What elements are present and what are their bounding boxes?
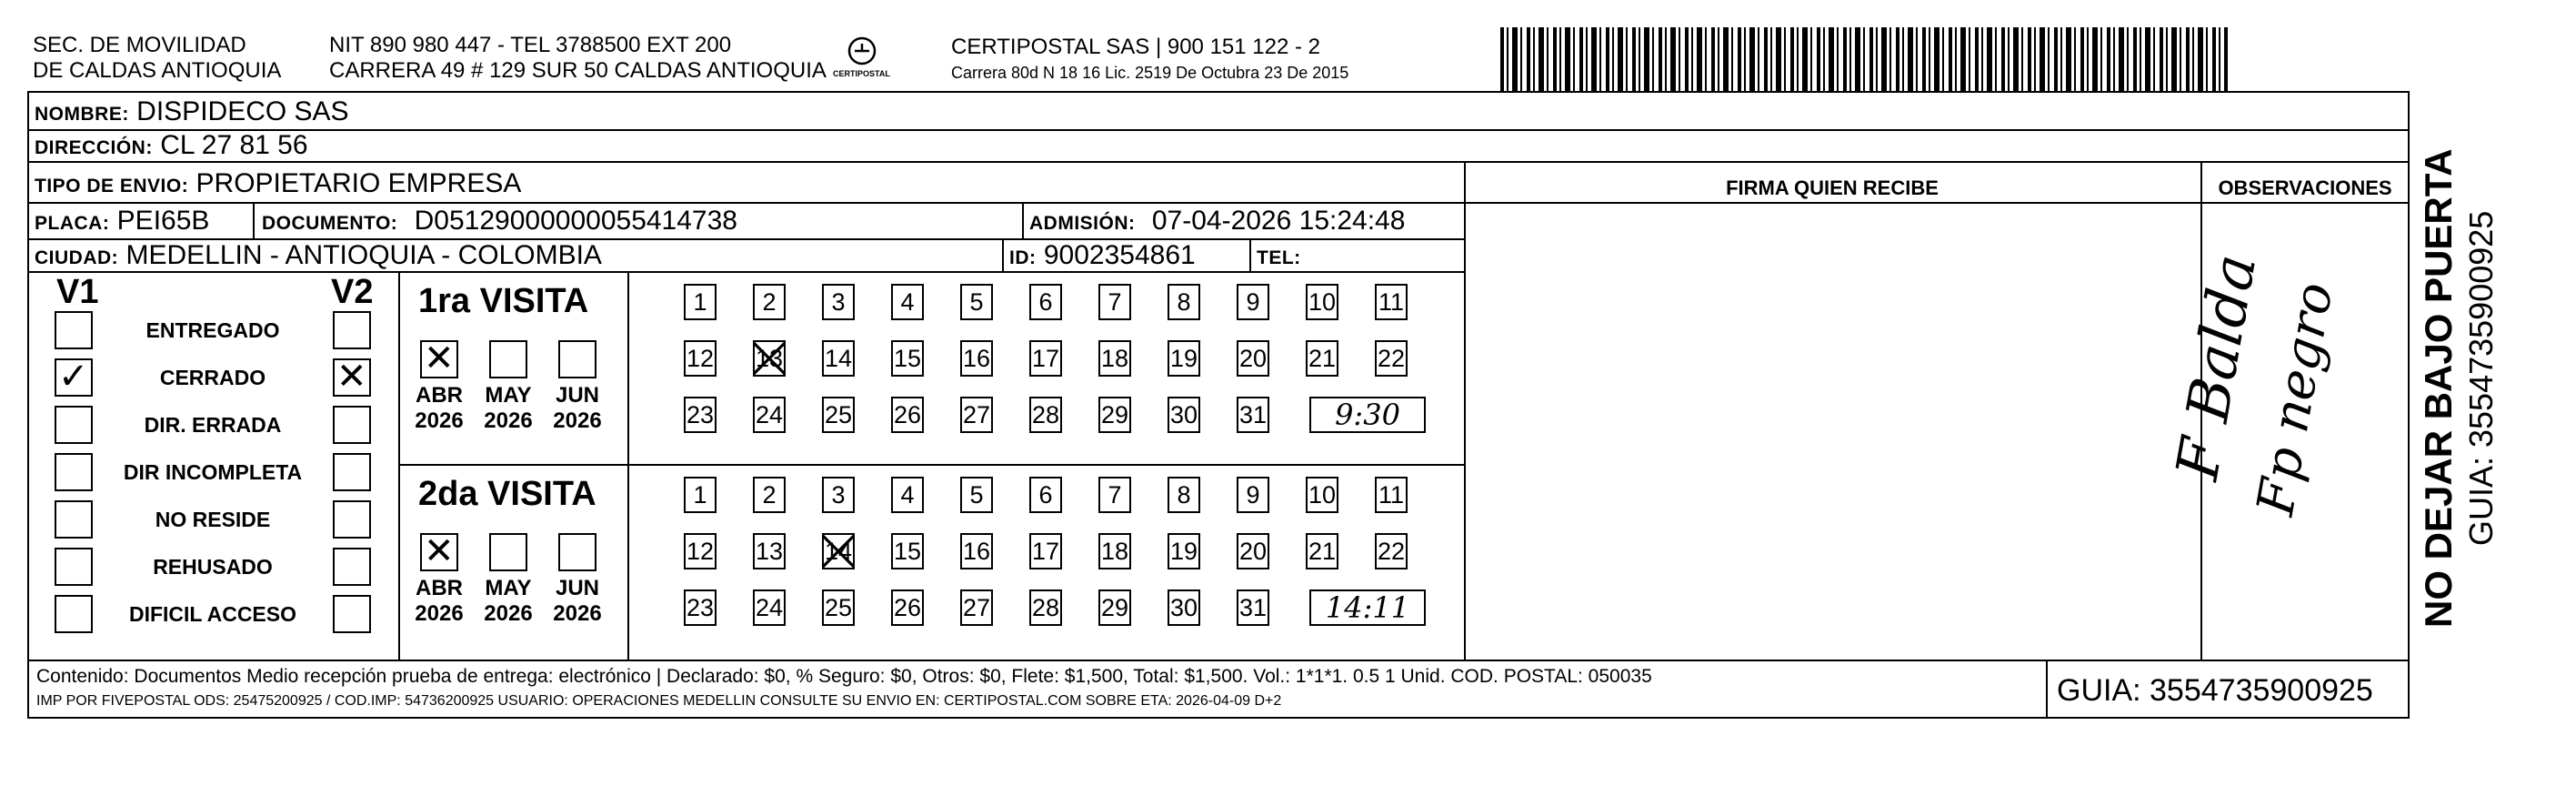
visit1-day-box[interactable]: 9 <box>1237 284 1269 320</box>
visit1-day-box[interactable]: 27 <box>960 397 993 433</box>
nit-line1: NIT 890 980 447 - TEL 3788500 EXT 200 <box>329 33 732 57</box>
v2-label: V2 <box>331 273 374 311</box>
visit2-day-box[interactable]: 13 <box>753 533 786 569</box>
id-row <box>1009 240 1196 274</box>
visit2-day-box[interactable]: 7 <box>1098 477 1131 513</box>
v1-label: V1 <box>56 273 99 311</box>
status-option-label: REHUSADO <box>153 555 273 579</box>
visit2-year-label: 2026 <box>553 601 602 626</box>
org-name-line2: DE CALDAS ANTIOQUIA <box>33 58 282 83</box>
ciudad-row <box>35 240 602 274</box>
status-option-label: DIFICIL ACCESO <box>128 602 296 626</box>
no-dejar-warning: NO DEJAR BAJO PUERTA <box>2417 148 2460 628</box>
visit1-day-box[interactable]: 14 <box>822 340 855 377</box>
direccion-value: CL 27 81 56 <box>160 130 308 160</box>
visit1-time-box[interactable]: 9:30 <box>1309 397 1426 433</box>
visit2-day-box[interactable]: 14 <box>822 533 855 569</box>
visit1-day-box[interactable]: 13 <box>753 340 786 377</box>
visit1-year-label: 2026 <box>415 408 464 433</box>
placa-value: PEI65B <box>116 206 210 236</box>
documento-row <box>262 206 737 239</box>
status-option-label: NO RESIDE <box>155 508 271 531</box>
visit2-day-box[interactable]: 3 <box>822 477 855 513</box>
v2-checkbox[interactable] <box>333 311 371 349</box>
visit1-day-box[interactable]: 7 <box>1098 284 1131 320</box>
documento-label: DOCUMENTO: <box>262 213 398 234</box>
ciudad-label: CIUDAD: <box>35 247 119 268</box>
v2-checkbox[interactable] <box>333 500 371 539</box>
visit1-month-label: MAY <box>485 383 532 408</box>
direccion-label: DIRECCIÓN: <box>35 137 153 158</box>
visit2-day-box[interactable]: 11 <box>1375 477 1408 513</box>
v1-checkbox[interactable] <box>55 500 93 539</box>
visit1-year-label: 2026 <box>553 408 602 433</box>
visit2-time-box[interactable]: 14:11 <box>1309 589 1426 626</box>
certipostal-logo-icon <box>835 33 889 87</box>
side-guia: GUIA: 3554735900925 <box>2462 210 2500 546</box>
visit1-day-box[interactable]: 20 <box>1237 340 1269 377</box>
visit1-month-label: ABR <box>416 383 463 408</box>
visit2-day-box[interactable]: 31 <box>1237 589 1269 626</box>
v1-checkbox[interactable] <box>55 358 93 397</box>
visit2-month-checkbox[interactable] <box>558 533 596 571</box>
visit2-day-box[interactable]: 29 <box>1098 589 1131 626</box>
v1-checkbox[interactable] <box>55 595 93 633</box>
v2-checkbox[interactable] <box>333 358 371 397</box>
nombre-row <box>35 96 349 130</box>
visit1-day-box[interactable]: 22 <box>1375 340 1408 377</box>
x-mark-icon: ✕ <box>336 356 367 398</box>
tipo-envio-row <box>35 168 521 202</box>
status-option-label: DIR INCOMPLETA <box>123 460 303 484</box>
admision-label: ADMISIÓN: <box>1029 213 1136 234</box>
visit2-day-box[interactable]: 8 <box>1168 477 1200 513</box>
visit1-day-box[interactable]: 15 <box>891 340 924 377</box>
observation-handwriting-2: Fp negro <box>2246 277 2345 520</box>
visit1-day-box[interactable]: 26 <box>891 397 924 433</box>
visit1-day-box[interactable]: 10 <box>1306 284 1338 320</box>
visit1-month-checkbox[interactable] <box>420 340 458 378</box>
visit2-title: 2da VISITA <box>418 475 596 513</box>
visit2-day-box[interactable]: 16 <box>960 533 993 569</box>
visit2-month-checkbox[interactable] <box>420 530 458 572</box>
visit2-day-box[interactable]: 12 <box>684 533 717 569</box>
admision-row <box>1029 206 1405 239</box>
nombre-label: NOMBRE: <box>35 104 129 125</box>
tel-row <box>1257 240 1301 274</box>
tipo-envio-value: PROPIETARIO EMPRESA <box>195 168 522 198</box>
logo-text: CERTIPOSTAL <box>833 69 890 78</box>
visit1-day-box[interactable]: 1 <box>684 284 717 320</box>
x-mark-icon: ✕ <box>424 338 455 379</box>
tel-label: TEL: <box>1257 247 1301 268</box>
visit2-day-box[interactable]: 9 <box>1237 477 1269 513</box>
visit1-day-box[interactable]: 3 <box>822 284 855 320</box>
carrier-line1: CERTIPOSTAL SAS | 900 151 122 - 2 <box>951 35 1320 59</box>
visit2-day-box[interactable]: 27 <box>960 589 993 626</box>
visit2-day-box[interactable]: 19 <box>1168 533 1200 569</box>
visit1-day-box[interactable]: 5 <box>960 284 993 320</box>
status-option-label: CERRADO <box>159 366 266 389</box>
visit2-month-label: ABR <box>416 576 463 600</box>
carrier-line2: Carrera 80d N 18 16 Lic. 2519 De Octubra 23 De 2015 <box>951 64 1349 82</box>
v2-checkbox[interactable] <box>333 406 371 444</box>
visit2-day-box[interactable]: 22 <box>1375 533 1408 569</box>
v1-checkbox[interactable] <box>55 311 93 349</box>
visit2-day-box[interactable]: 15 <box>891 533 924 569</box>
status-option-label: ENTREGADO <box>145 318 280 342</box>
visit2-day-box[interactable]: 17 <box>1029 533 1062 569</box>
visit1-day-box[interactable]: 12 <box>684 340 717 377</box>
id-value: 9002354861 <box>1043 240 1196 270</box>
visit1-day-box[interactable]: 17 <box>1029 340 1062 377</box>
visit1-month-label: JUN <box>555 383 599 408</box>
visit2-month-checkbox[interactable] <box>489 533 527 571</box>
visit1-day-box[interactable]: 31 <box>1237 397 1269 433</box>
direccion-row <box>35 130 308 164</box>
v2-checkbox[interactable] <box>333 595 371 633</box>
visit1-day-box[interactable]: 16 <box>960 340 993 377</box>
visit1-day-box[interactable]: 30 <box>1168 397 1200 433</box>
nit-line2: CARRERA 49 # 129 SUR 50 CALDAS ANTIOQUIA <box>329 58 827 83</box>
visit1-year-label: 2026 <box>484 408 533 433</box>
visit2-day-box[interactable]: 26 <box>891 589 924 626</box>
visit1-day-box[interactable]: 19 <box>1168 340 1200 377</box>
x-mark-icon: ✕ <box>424 530 455 572</box>
visit2-day-box[interactable]: 25 <box>822 589 855 626</box>
observaciones-header: OBSERVACIONES <box>2218 176 2392 199</box>
visit1-day-box[interactable]: 21 <box>1306 340 1338 377</box>
visit2-day-box[interactable]: 28 <box>1029 589 1062 626</box>
visit2-day-box[interactable]: 6 <box>1029 477 1062 513</box>
visit2-day-box[interactable]: 1 <box>684 477 717 513</box>
visit2-day-box[interactable]: 10 <box>1306 477 1338 513</box>
id-label: ID: <box>1009 247 1037 268</box>
v1-checkbox[interactable] <box>55 406 93 444</box>
org-name-line1: SEC. DE MOVILIDAD <box>33 33 246 57</box>
visit1-day-box[interactable]: 8 <box>1168 284 1200 320</box>
visit1-day-box[interactable]: 18 <box>1098 340 1131 377</box>
placa-label: PLACA: <box>35 213 110 234</box>
v2-checkbox[interactable] <box>333 453 371 491</box>
visit1-day-box[interactable]: 29 <box>1098 397 1131 433</box>
barcode <box>1500 27 2228 91</box>
visit2-day-box[interactable]: 21 <box>1306 533 1338 569</box>
visit2-day-box[interactable]: 24 <box>753 589 786 626</box>
imp-text: IMP POR FIVEPOSTAL ODS: 25475200925 / COD.IMP: 54736200925 USUARIO: OPERACIONES MEDELLIN CONSULTE SU ENVIO EN: CERTIPOSTAL.COM SOBRE ETA: 2026-04-09 D+2 <box>36 693 1282 709</box>
visit1-day-box[interactable]: 25 <box>822 397 855 433</box>
observation-handwriting-1: F Balda <box>2164 249 2270 485</box>
visit1-month-checkbox[interactable] <box>558 340 596 378</box>
firma-header: FIRMA QUIEN RECIBE <box>1726 176 1939 199</box>
visit1-month-checkbox[interactable] <box>489 340 527 378</box>
footer-guia: GUIA: 3554735900925 <box>2057 673 2373 708</box>
tipo-envio-label: TIPO DE ENVIO: <box>35 176 189 196</box>
check-mark-icon: ✓ <box>58 356 89 398</box>
v1-checkbox[interactable] <box>55 453 93 491</box>
admision-value: 07-04-2026 15:24:48 <box>1151 206 1406 236</box>
visit2-month-label: MAY <box>485 576 532 600</box>
visit1-day-box[interactable]: 28 <box>1029 397 1062 433</box>
visit1-day-box[interactable]: 2 <box>753 284 786 320</box>
visit1-day-box[interactable]: 4 <box>891 284 924 320</box>
contenido-text: Contenido: Documentos Medio recepción prueba de entrega: electrónico | Declarado: $0, % Seguro: $0, Otros: $0, Flete: $1,500, Total: $1,500. Vol.: 1*1*1. 0.5 1 Unid. COD. POSTAL: 050035 <box>36 666 1652 687</box>
visit1-day-box[interactable]: 11 <box>1375 284 1408 320</box>
v1-checkbox[interactable] <box>55 548 93 586</box>
visit2-day-box[interactable]: 30 <box>1168 589 1200 626</box>
v2-checkbox[interactable] <box>333 548 371 586</box>
visit2-day-box[interactable]: 4 <box>891 477 924 513</box>
visit1-day-box[interactable]: 6 <box>1029 284 1062 320</box>
placa-row <box>35 206 209 239</box>
nombre-value: DISPIDECO SAS <box>136 96 349 126</box>
visit2-day-box[interactable]: 18 <box>1098 533 1131 569</box>
visit2-year-label: 2026 <box>484 601 533 626</box>
visit1-day-box[interactable]: 23 <box>684 397 717 433</box>
visit2-month-label: JUN <box>555 576 599 600</box>
visit1-day-box[interactable]: 24 <box>753 397 786 433</box>
visit2-day-box[interactable]: 23 <box>684 589 717 626</box>
documento-value: D05129000000055414738 <box>414 206 737 236</box>
visit2-day-box[interactable]: 20 <box>1237 533 1269 569</box>
status-option-label: DIR. ERRADA <box>144 413 282 437</box>
visit2-year-label: 2026 <box>415 601 464 626</box>
visit2-day-box[interactable]: 2 <box>753 477 786 513</box>
ciudad-value: MEDELLIN - ANTIOQUIA - COLOMBIA <box>125 240 602 270</box>
visit2-day-box[interactable]: 5 <box>960 477 993 513</box>
visit1-title: 1ra VISITA <box>418 282 589 320</box>
